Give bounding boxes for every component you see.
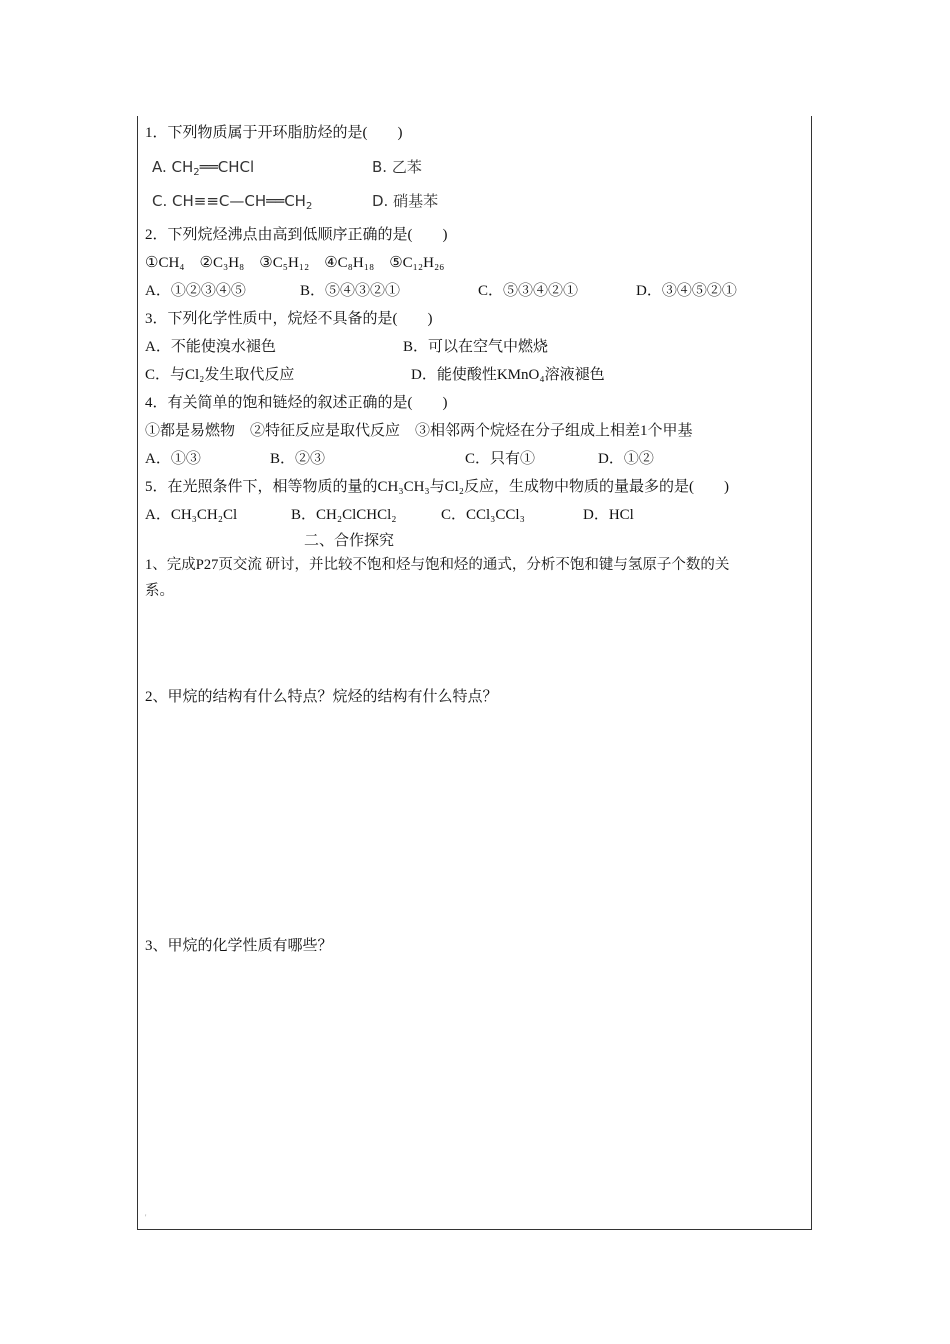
q5-option-d: D．HCl bbox=[583, 507, 634, 523]
q2-option-c: C．⑤③④②① bbox=[478, 283, 579, 299]
q2-option-d: D．③④⑤②① bbox=[636, 283, 737, 299]
q4-items: ①都是易燃物 ②特征反应是取代反应 ③相邻两个烷烃在分子组成上相差1个甲基 bbox=[145, 423, 693, 439]
q3-option-d: D．能使酸性KMnO₄溶液褪色 bbox=[411, 367, 605, 383]
explore-item-1-line1: 1、完成P27页交流 研讨，并比较不饱和烃与饱和烃的通式，分析不饱和键与氢原子个数的关 bbox=[145, 557, 730, 573]
q4-option-a: A．①③ bbox=[145, 451, 201, 467]
q5-option-a: A．CH₃CH₂Cl bbox=[145, 507, 238, 523]
q4-option-b: B．②③ bbox=[270, 451, 326, 467]
q5-option-b: B．CH₂ClCHCl₂ bbox=[291, 507, 397, 523]
q2-option-a: A．①②③④⑤ bbox=[145, 283, 246, 299]
q2-stem: 2．下列烷烃沸点由高到低顺序正确的是( ) bbox=[145, 227, 448, 243]
q2-items: ①CH₄ ②C₃H₈ ③C₅H₁₂ ④C₈H₁₈ ⑤C₁₂H₂₆ bbox=[145, 255, 445, 271]
explore-item-1-line2: 系。 bbox=[145, 583, 174, 599]
q3-option-a: A．不能使溴水褪色 bbox=[145, 339, 276, 355]
q5-stem: 5．在光照条件下，相等物质的量的CH₃CH₃与Cl₂反应，生成物中物质的量最多的是( ) bbox=[145, 479, 730, 495]
q3-option-c: C．与Cl₂发生取代反应 bbox=[145, 367, 295, 383]
explore-item-2: 2、甲烷的结构有什么特点？烷烃的结构有什么特点？ bbox=[145, 689, 498, 705]
q2-option-b: B．⑤④③②① bbox=[300, 283, 401, 299]
q1-option-c: C. $CH\equiv\equiv C—CH══CH_2$ bbox=[152, 192, 313, 212]
q3-option-b: B．可以在空气中燃烧 bbox=[403, 339, 549, 355]
q1-option-a: A. $CH_2══CHCl$ bbox=[152, 158, 255, 178]
q1-stem: 1．下列物质属于开环脂肪烃的是( ) bbox=[145, 125, 403, 141]
q5-option-c: C．CCl₃CCl₃ bbox=[441, 507, 525, 523]
explore-item-3: 3、甲烷的化学性质有哪些？ bbox=[145, 938, 333, 954]
q1-option-b: B. 乙苯 bbox=[372, 158, 422, 176]
q1-option-d: D. 硝基苯 bbox=[372, 192, 439, 210]
footer-mark: ' bbox=[145, 1213, 147, 1222]
q4-option-c: C．只有① bbox=[465, 451, 536, 467]
q3-stem: 3．下列化学性质中，烷烃不具备的是( ) bbox=[145, 311, 433, 327]
q4-option-d: D．①② bbox=[598, 451, 654, 467]
section-heading: 二、合作探究 bbox=[304, 533, 395, 549]
q4-stem: 4．有关简单的饱和链烃的叙述正确的是( ) bbox=[145, 395, 448, 411]
